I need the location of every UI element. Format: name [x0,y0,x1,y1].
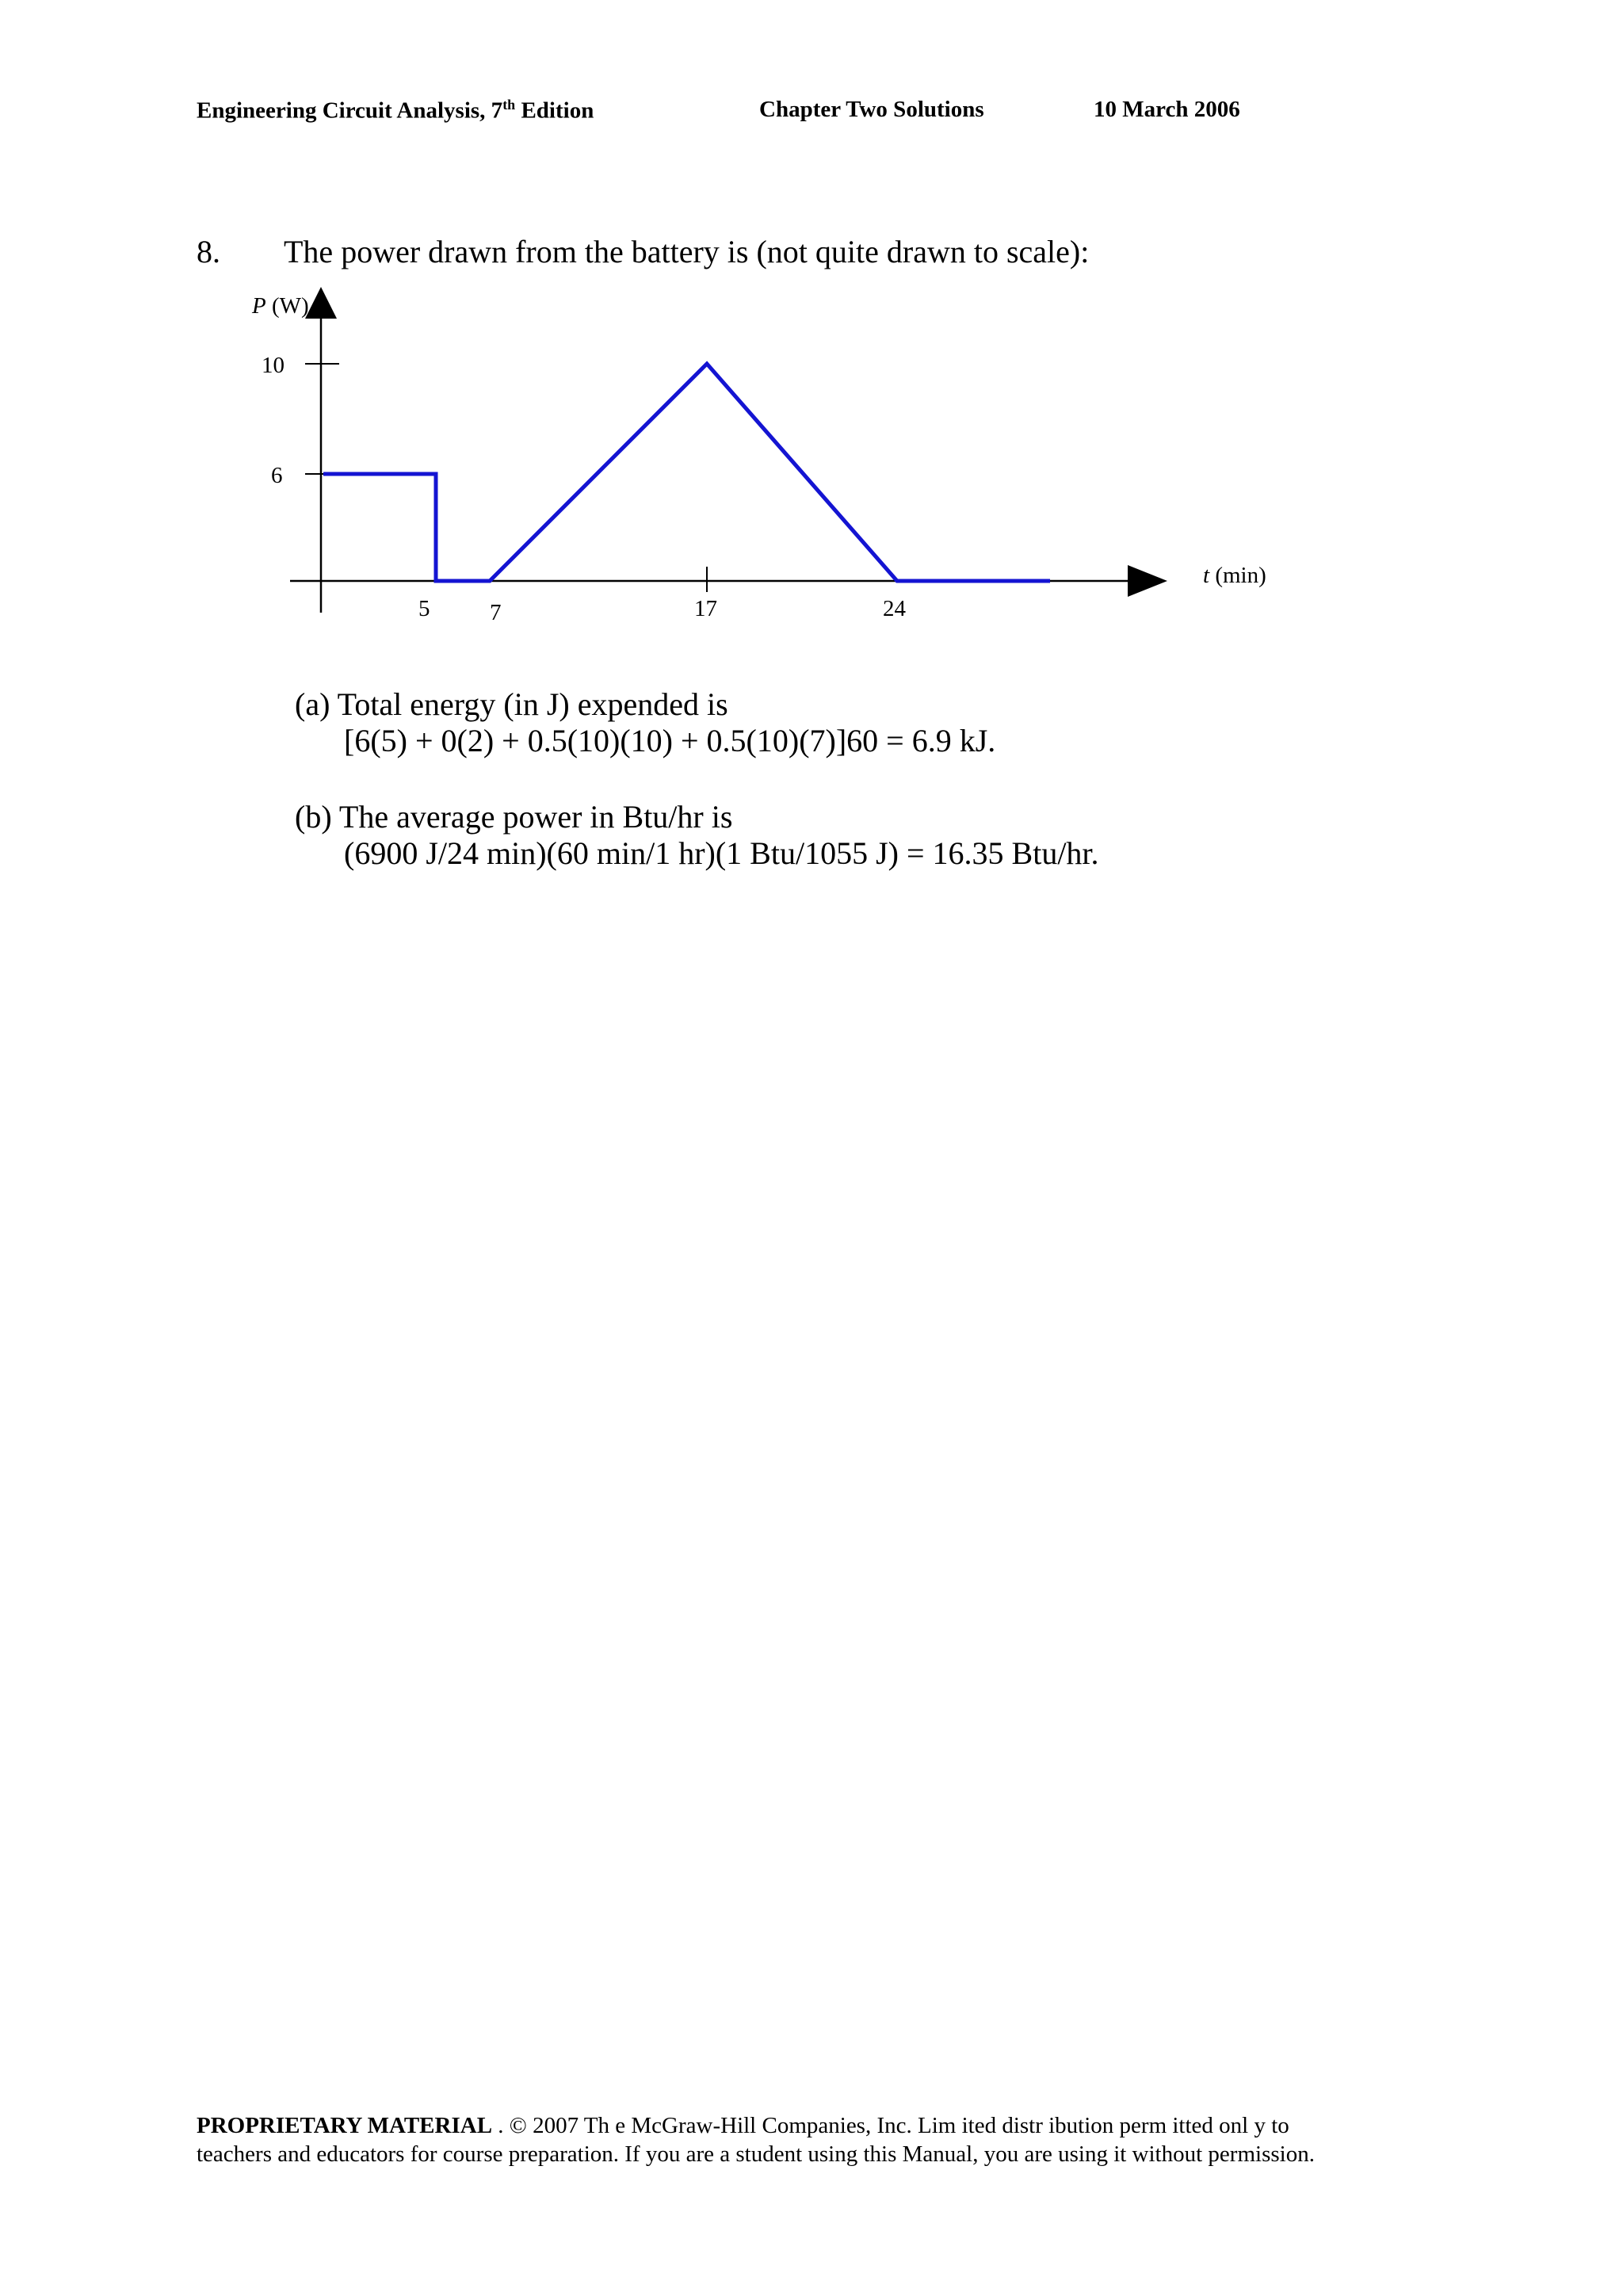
chapter-title: Chapter Two Solutions [759,97,984,122]
answer-a [295,686,995,759]
copyright-footer [197,2111,1433,2168]
x-tick-label-17: 17 [694,596,717,621]
footer-line-2: teachers and educators for course preparation. If you are a student using this Manual, you are using it without permission. [197,2141,1315,2167]
x-tick-label-5: 5 [418,596,430,621]
header-date: 10 March 2006 [1094,97,1240,122]
answer-a-calculation: [6(5) + 0(2) + 0.5(10)(10) + 0.5(10)(7)]60 = 6.9 kJ. [344,723,996,758]
x-tick-label-24: 24 [883,596,906,621]
answer-b-prompt: (b) The average power in Btu/hr is [295,799,733,835]
answer-b-calculation: (6900 J/24 min)(60 min/1 hr)(1 Btu/1055 J) = 16.35 Btu/hr. [344,835,1099,871]
y-tick-label-10: 10 [262,353,285,378]
page-header [197,97,1465,128]
y-tick-label-6: 6 [271,463,283,488]
answer-a-prompt: (a) Total energy (in J) expended is [295,686,728,722]
power-series-line [323,364,1050,581]
problem-statement: The power drawn from the battery is (not quite drawn to scale): [284,234,1090,269]
answer-b [295,799,1099,872]
x-tick-label-7: 7 [490,600,502,625]
problem-number: 8. [197,234,220,269]
footer-line-1: . © 2007 Th e McGraw-Hill Companies, Inc. Lim ited distr ibution perm itted onl y to [498,2113,1289,2138]
book-title: Engineering Circuit Analysis, 7th Edition [197,97,594,124]
power-chart [238,281,1300,646]
proprietary-label: PROPRIETARY MATERIAL [197,2113,493,2138]
x-axis-label: t (min) [1203,563,1266,588]
y-axis-label: P (W) [252,293,309,319]
